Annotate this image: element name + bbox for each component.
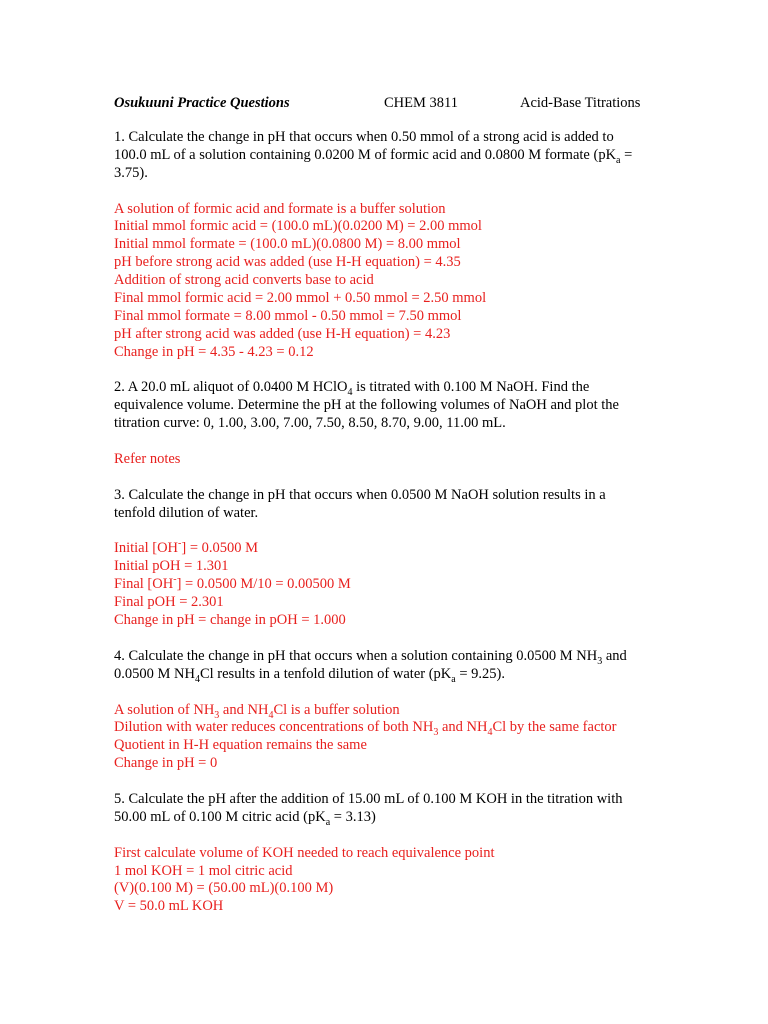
- question-text-line: 2. A 20.0 mL aliquot of 0.0400 M HClO$_4$ is titrated with 0.100 M NaOH. Find the: [114, 379, 590, 399]
- question-text-line: 4. Calculate the change in pH that occurs when a solution containing 0.0500 M $NH_3$ and: [114, 647, 627, 667]
- document-title: Osukuuni Practice Questions: [114, 95, 290, 111]
- document-body: [114, 129, 654, 916]
- answer-line: A solution of formic acid and formate is a buffer solution: [114, 200, 446, 217]
- answer-line: Change in pH = change in pOH = 1.000: [114, 612, 346, 629]
- answer-line: Final pOH = 2.301: [114, 594, 224, 611]
- question-text-line: 0.0500 M $NH_4Cl$ results in a tenfold dilution of water $(pK_a = 9.25)$.: [114, 665, 505, 685]
- answer-line: Final mmol formate = 8.00 mmol - 0.50 mmol = 7.50 mmol: [114, 307, 462, 324]
- answer-line: V = 50.0 mL KOH: [114, 898, 224, 915]
- question-1: [114, 129, 654, 183]
- question-text-line: equivalence volume. Determine the pH at the following volumes of NaOH and plot the: [114, 397, 619, 414]
- answer-line: Final mmol formic acid = 2.00 mmol + 0.50 mmol = 2.50 mmol: [114, 290, 487, 307]
- answer-line: First calculate volume of KOH needed to reach equivalence point: [114, 844, 495, 861]
- answer-line: A solution of $NH_3$ and $NH_4Cl$ is a buffer solution: [114, 701, 400, 721]
- answer-line: Dilution with water reduces concentrations of both $NH_3$ and $NH_4Cl$ by the same factor: [114, 719, 617, 739]
- question-text-line: 3.75).: [114, 164, 148, 181]
- answer-line: Final [OH-] = 0.0500 M/10 = 0.00500 M: [114, 574, 351, 593]
- answer-line: (V)(0.100 M) = (50.00 mL)(0.100 M): [114, 880, 334, 897]
- question-text-line: 3. Calculate the change in pH that occurs when 0.0500 M NaOH solution results in a: [114, 486, 606, 503]
- question-text-line: 100.0 mL of a solution containing 0.0200 M of formic acid and 0.0800 M formate ($pK_a$ =: [114, 146, 633, 166]
- question-3: [114, 487, 654, 523]
- question-2: [114, 379, 654, 433]
- answer-2: [114, 451, 654, 469]
- answer-line: Initial mmol formate = (100.0 mL)(0.0800 M) = 8.00 mmol: [114, 236, 461, 253]
- question-text-line: tenfold dilution of water.: [114, 504, 259, 521]
- question-4: [114, 648, 654, 684]
- answer-line: 1 mol KOH = 1 mol citric acid: [114, 862, 293, 879]
- answer-line: Change in pH = 4.35 - 4.23 = 0.12: [114, 343, 314, 360]
- answer-3: [114, 540, 654, 629]
- answer-line: Initial pOH = 1.301: [114, 558, 229, 575]
- course-code: CHEM 3811: [384, 95, 458, 111]
- answer-line: Initial mmol formic acid = (100.0 mL)(0.0200 M) = 2.00 mmol: [114, 218, 482, 235]
- answer-line: Refer notes: [114, 451, 181, 468]
- question-text-line: 5. Calculate the pH after the addition of 15.00 mL of 0.100 M KOH in the titration with: [114, 790, 623, 807]
- answer-1: [114, 201, 654, 362]
- question-text-line: 50.00 mL of 0.100 M citric acid $(pK_a = 3.13)$: [114, 808, 376, 828]
- question-5: [114, 791, 654, 827]
- answer-line: pH after strong acid was added (use H-H equation) = 4.23: [114, 325, 451, 342]
- question-text-line: 1. Calculate the change in pH that occurs when 0.50 mmol of a strong acid is added to: [114, 129, 614, 145]
- document-header: [114, 94, 674, 112]
- question-text-line: titration curve: 0, 1.00, 3.00, 7.00, 7.50, 8.50, 8.70, 9.00, 11.00 mL.: [114, 415, 506, 432]
- answer-line: Quotient in H-H equation remains the same: [114, 737, 367, 754]
- answer-line: Initial [OH-] = 0.0500 M: [114, 538, 259, 557]
- answer-line: Addition of strong acid converts base to acid: [114, 272, 374, 289]
- answer-5: [114, 845, 654, 917]
- answer-line: Change in pH = 0: [114, 755, 218, 772]
- answer-4: [114, 702, 654, 774]
- answer-line: pH before strong acid was added (use H-H equation) = 4.35: [114, 254, 461, 271]
- topic-title: Acid-Base Titrations: [520, 95, 641, 111]
